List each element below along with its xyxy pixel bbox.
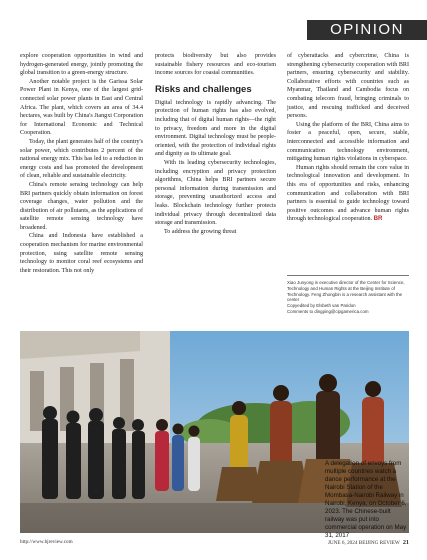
- article-column-3: [287, 52, 409, 224]
- photo-caption: A delegation of envoys from multiple countries watch a dance performance at the Nairobi Station of the Mombasa-Nairobi Railway in Nairobi, Kenya, on October 6, 2023. The Chinese-built railway was put into commercial operation on May 31, 2017: [325, 460, 407, 539]
- footer-url: http://www.bjreview.com: [20, 539, 73, 545]
- issue-date: JUNE 6, 2024 BEIJING REVIEW: [327, 540, 400, 546]
- paragraph: To address the growing threat: [164, 228, 237, 235]
- article-column-2: [155, 52, 276, 236]
- section-label: OPINION: [307, 20, 427, 40]
- paragraph: [287, 164, 409, 224]
- paragraph: With its leading cybersecurity technologies, including encryption and privacy protection algorithms, China helps BRI partners secure personal information during transmission and storage, preventing unauthorized access and leaks. Blockchain technology further protects individual privacy through decentralized data storage and transmission.: [155, 159, 276, 227]
- paragraph: of cyberattacks and cybercrime, China is strengthening cybersecurity cooperation with BRI partners, ensuring cybersecurity and stability. Collaborative efforts with countries such as Myanmar, Thailand and Cambodia focus on combating telecom fraud, bringing criminals to justice, and rescuing trafficked and deceived persons.: [287, 53, 409, 120]
- paragraph-text: Human rights should remain the core value in technological innovation and development. In this era of opportunities and risks, enhancing communication and collaboration with BRI partners is essential to guide technology toward positive outcomes and advance human rights through technological cooperation.: [287, 164, 409, 223]
- article-column-1: [20, 52, 143, 275]
- paragraph-group: [155, 99, 276, 237]
- comments-contact: Comments to dingping@cipgamerica.com: [287, 308, 369, 314]
- page-number: 21: [402, 539, 409, 546]
- paragraph: China and Indonesia have established a cooperation mechanism for marine environmental protection, using satellite remote sensing technology to monitor coral reef ecosystems and their restoration. This not only: [20, 233, 143, 274]
- footer-issue: [328, 539, 409, 546]
- paragraph: protects biodiversity but also provides sustainable fishery resources and eco-tourism income sources for coastal communities.: [155, 53, 276, 77]
- copyeditor-credit: Copyedited by Elsbeth van Paridon: [287, 303, 356, 309]
- section-heading: Risks and challenges: [155, 83, 252, 95]
- end-mark: BR: [373, 215, 383, 223]
- paragraph: explore cooperation opportunities in wind and hydrogen-generated energy, jointly promoting the global transition to a green-energy structure.: [20, 53, 143, 77]
- author-bio: [287, 275, 409, 315]
- paragraph: Another notable project is the Garissa Solar Power Plant in Kenya, one of the largest grid-connected solar power plants in East and Central Africa. The plant, which covers an area of 34.4 hectares, was built by China's Jiangxi Corporation for International Economic and Technical Cooperation.: [20, 78, 143, 137]
- paragraph: Using the platform of the BRI, China aims to foster a peaceful, open, secure, stable, interconnected and accessible information and communication technology environment, mitigating human rights violations in cyberspace.: [287, 121, 409, 163]
- paragraph: Digital technology is rapidly advancing. The protection of human rights has also evolved, including that of digital human rights—the right to privacy, freedom and more in the digital environment. Digital technology must be people-oriented, with the protection of individual rights and dignity as its ultimate goal.: [155, 99, 276, 158]
- bio-text: Xiao Junyong is executive director of the Center for Science, Technology and Human Rights at the Beijing Institute of Technology. Feng Zhongbin is a research assistant with the center: [287, 280, 405, 303]
- paragraph: China's remote sensing technology can help BRI partners quickly obtain information on forest coverage changes, water pollution and the distribution of air pollutants, as the applications of satellite remote sensing technology have broadened.: [20, 181, 143, 231]
- paragraph: Today, the plant generates half of the country's solar power, which contributes 2 percent of the national energy mix. This has led to a reduction in energy costs and has promoted the development of clean, reliable and sustainable electricity.: [20, 138, 143, 180]
